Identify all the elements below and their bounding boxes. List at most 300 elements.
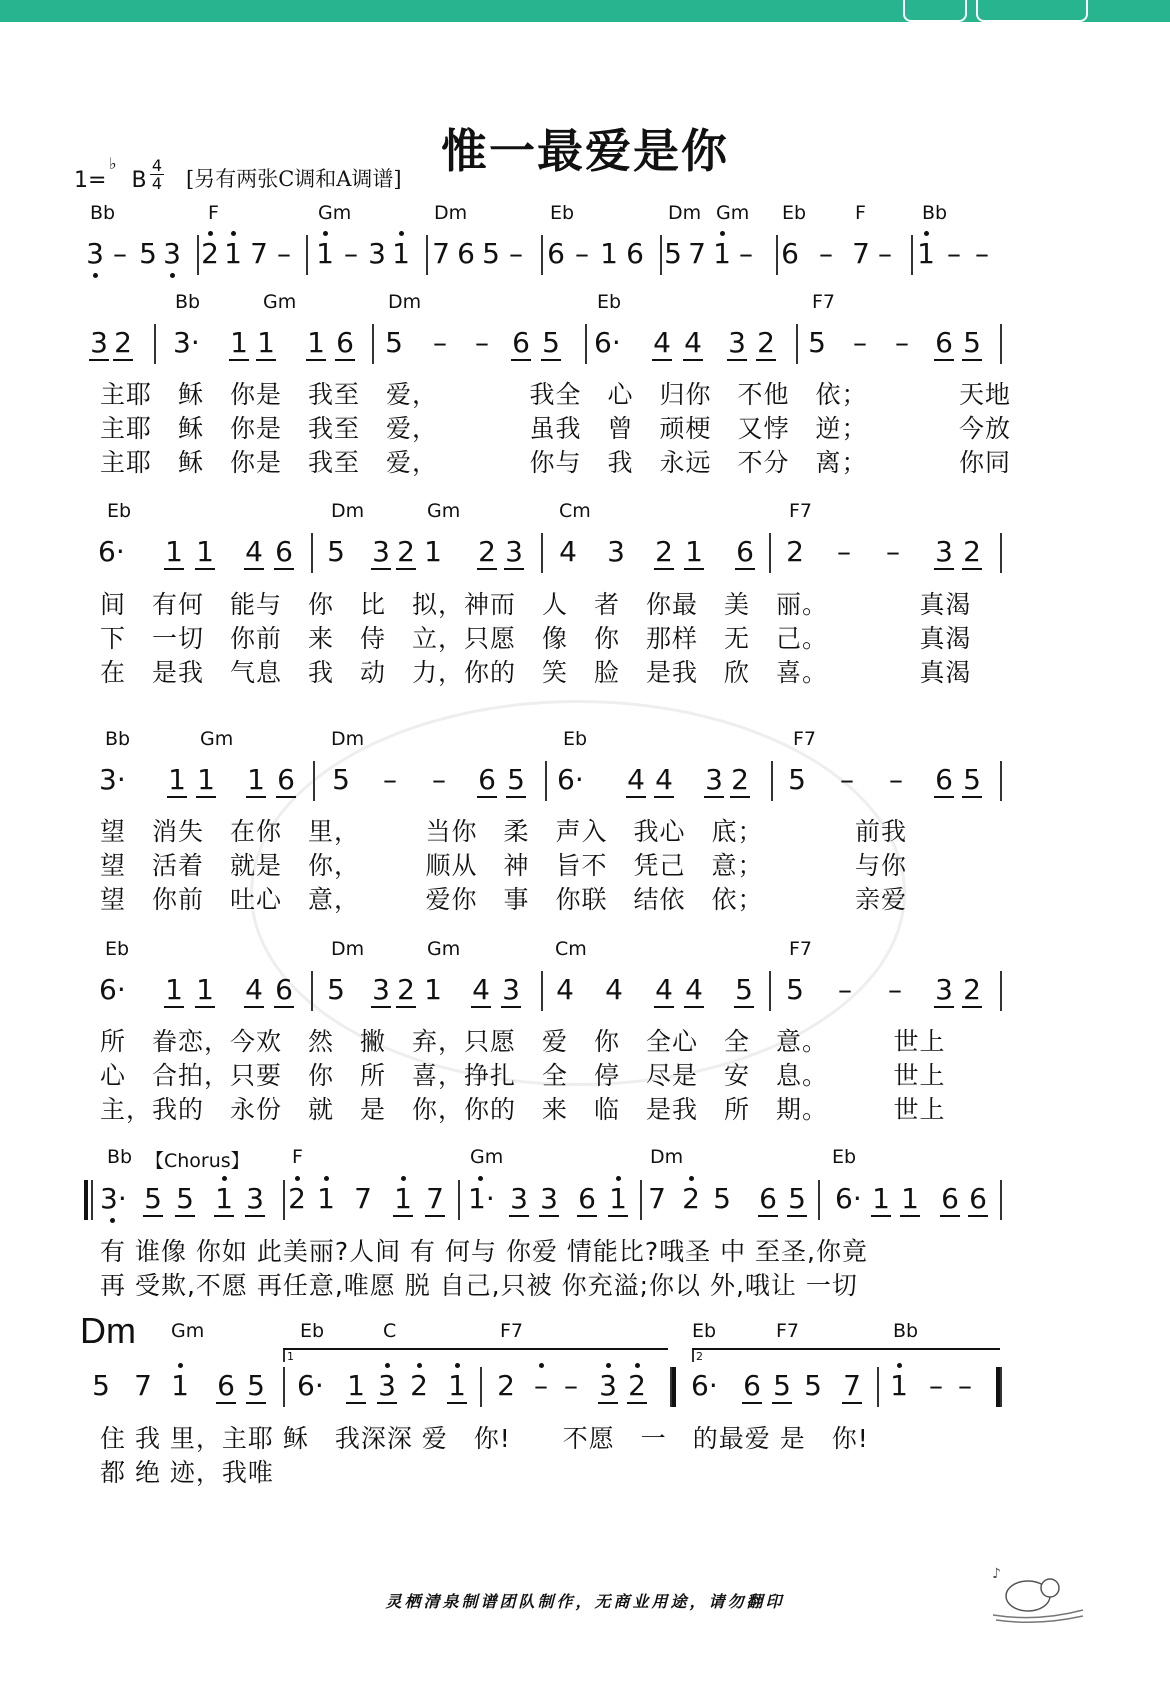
chord-label: F7 (812, 291, 836, 313)
octave-dot (720, 231, 725, 236)
note: 2 (655, 535, 673, 568)
note: 1 (165, 535, 183, 568)
note: 6 (781, 237, 799, 270)
eighth-underline (447, 1402, 467, 1404)
volta-bracket-2 (692, 1348, 1000, 1350)
octave-dot (222, 1176, 227, 1181)
barline (660, 235, 662, 275)
eighth-underline (704, 796, 724, 798)
eighth-underline (539, 1215, 559, 1217)
barline (769, 971, 771, 1011)
eighth-underline (962, 359, 982, 361)
note: 3 (540, 1182, 558, 1215)
eighth-underline (598, 1402, 618, 1404)
octave-dot (324, 1176, 329, 1181)
barline (796, 324, 798, 364)
note: – (886, 535, 900, 568)
note: 3 (163, 237, 181, 270)
chord-label: Dm (668, 202, 702, 224)
note: – (383, 763, 397, 796)
lyric-line: 间 有何 能与 你 比 拟，神而 人 者 你最 美 丽。 真渴 (100, 590, 972, 619)
eighth-underline (627, 1402, 647, 1404)
note: 6 (275, 535, 293, 568)
eighth-underline (871, 1215, 891, 1217)
eighth-underline (246, 796, 266, 798)
barline (769, 533, 771, 573)
octave-dot (93, 273, 98, 278)
note: 4 (653, 326, 671, 359)
chord-label: Gm (200, 728, 234, 750)
note: 4 (245, 973, 263, 1006)
volta-bracket-1 (283, 1348, 668, 1350)
note: 3 (705, 763, 723, 796)
eighth-underline (276, 796, 296, 798)
chord-label: F7 (793, 728, 817, 750)
eighth-underline (393, 1215, 413, 1217)
chord-label: Eb (550, 202, 575, 224)
lyric-line: 在 是我 气息 我 动 力，你的 笑 脸 是我 欣 喜。 真渴 (100, 658, 972, 687)
octave-dot (170, 273, 175, 278)
eighth-underline (577, 1215, 597, 1217)
lyric-line: 主耶 稣 你是 我至 爱， 虽我 曾 顽梗 又悖 逆； 今放 (100, 414, 1012, 443)
note: 5 (507, 763, 525, 796)
barline (818, 1180, 820, 1220)
volta-number: 2 (696, 1350, 703, 1363)
note: 2 (478, 535, 496, 568)
note: 4 (655, 763, 673, 796)
note: – (113, 237, 127, 270)
note: 5 (804, 1369, 822, 1402)
chord-label: Dm (434, 202, 468, 224)
note: 2 (288, 1182, 306, 1215)
chord-label: Eb (782, 202, 807, 224)
note: 2 (201, 237, 219, 270)
note: – (889, 763, 903, 796)
time-top: 4 (151, 156, 163, 175)
note: 6 (743, 1369, 761, 1402)
note: 5 (788, 763, 806, 796)
song-title: 惟一最爱是你 (441, 124, 729, 178)
eighth-underline (962, 568, 982, 570)
note: – (575, 237, 589, 270)
eighth-underline (730, 796, 750, 798)
eighth-underline (727, 359, 747, 361)
barline (283, 1180, 285, 1220)
note: 4 (627, 763, 645, 796)
note: – (838, 973, 852, 1006)
eighth-underline (900, 1215, 920, 1217)
chord-label: Eb (563, 728, 588, 750)
octave-dot (897, 1363, 902, 1368)
eighth-underline (245, 1215, 265, 1217)
chord-label: F7 (500, 1320, 524, 1342)
eighth-underline (654, 796, 674, 798)
eighth-underline (167, 796, 187, 798)
note: 4 (556, 973, 574, 1006)
eighth-underline (195, 568, 215, 570)
note: 1 (872, 1182, 890, 1215)
barline (154, 324, 156, 364)
eighth-underline (346, 1402, 366, 1404)
chord-label: F7 (776, 1320, 800, 1342)
eighth-underline (371, 1006, 391, 1008)
chord-label: F (208, 202, 219, 224)
note: 4 (245, 535, 263, 568)
eighth-underline (256, 359, 276, 361)
eighth-underline (477, 796, 497, 798)
chord-label: Eb (832, 1146, 857, 1168)
eighth-underline (164, 568, 184, 570)
barline (640, 1180, 642, 1220)
note: 3 (935, 535, 953, 568)
note: – (888, 973, 902, 1006)
note: 6 (626, 237, 644, 270)
eighth-underline (506, 796, 526, 798)
repeat-start-thin (91, 1180, 93, 1220)
eighth-underline (196, 796, 216, 798)
flat-sign: ♭ (109, 154, 117, 173)
octave-dot (231, 231, 236, 236)
chord-label: Eb (107, 500, 132, 522)
eighth-underline (758, 1215, 778, 1217)
eighth-underline (214, 1215, 234, 1217)
octave-dot (385, 1363, 390, 1368)
volta-bracket-right (692, 1348, 694, 1362)
repeat-start-barline (84, 1180, 88, 1220)
key-note: [另有两张C调和A调谱] (186, 167, 402, 191)
octave-dot (635, 1363, 640, 1368)
note: 1 (197, 763, 215, 796)
note: 1 (257, 326, 275, 359)
eighth-underline (654, 568, 674, 570)
note: 1 (316, 237, 334, 270)
note: 5 (176, 1182, 194, 1215)
lyric-line: 望 你前 吐心 意， 爱你 事 你联 结依 依； 亲爱 (100, 885, 908, 914)
note: 1 (424, 973, 442, 1006)
note: 6 (277, 763, 295, 796)
eighth-underline (229, 359, 249, 361)
eighth-underline (654, 1006, 674, 1008)
chord-label: Dm (388, 291, 422, 313)
note: 7 (852, 237, 870, 270)
note: 3 (246, 1182, 264, 1215)
note: – (929, 1369, 943, 1402)
note: 1 (224, 237, 242, 270)
eighth-underline (962, 796, 982, 798)
chord-label: Bb (107, 1146, 133, 1168)
note: 6 (736, 535, 754, 568)
octave-dot (208, 231, 213, 236)
eighth-underline (742, 1402, 762, 1404)
note: 1· (468, 1182, 495, 1215)
eighth-underline (787, 1215, 807, 1217)
note: 1 (247, 763, 265, 796)
note: 5 (963, 326, 981, 359)
lyric-line: 心 合拍，只要 你 所 喜，挣扎 全 停 尽是 安 息。 世上 (100, 1061, 946, 1090)
chord-label: Dm (650, 1146, 684, 1168)
note: 3 (86, 237, 104, 270)
note: 5 (786, 973, 804, 1006)
chord-label: Cm (559, 500, 591, 522)
note: 1 (196, 535, 214, 568)
eighth-underline (934, 796, 954, 798)
note: 4 (655, 973, 673, 1006)
barline (585, 324, 587, 364)
eighth-underline (684, 1006, 704, 1008)
eighth-underline (756, 359, 776, 361)
eighth-underline (934, 568, 954, 570)
sheep-logo-icon (988, 1560, 1088, 1626)
note: 5 (664, 237, 682, 270)
eighth-underline (89, 359, 109, 361)
note: 7 (354, 1182, 372, 1215)
chord-label: Eb (597, 291, 622, 313)
chord-label: F (855, 202, 866, 224)
chord-label: Gm (263, 291, 297, 313)
octave-dot (323, 231, 328, 236)
note: – (432, 763, 446, 796)
note: 1 (901, 1182, 919, 1215)
chord-label: Dm (331, 728, 365, 750)
note: – (277, 237, 291, 270)
note: 3 (372, 973, 390, 1006)
eighth-underline (175, 1215, 195, 1217)
note: 3· (173, 326, 200, 359)
note: – (878, 237, 892, 270)
top-banner (0, 0, 1170, 22)
note: 5 (963, 763, 981, 796)
eighth-underline (477, 568, 497, 570)
barline (1000, 1367, 1002, 1407)
note: 6 (759, 1182, 777, 1215)
eighth-underline (377, 1402, 397, 1404)
barline (771, 761, 773, 801)
note: 2 (497, 1369, 515, 1402)
time-bottom: 4 (151, 174, 163, 193)
eighth-underline (306, 359, 326, 361)
note: 6· (594, 326, 621, 359)
barline (1000, 761, 1002, 801)
note: 5 (139, 237, 157, 270)
note: – (895, 326, 909, 359)
octave-dot (295, 1176, 300, 1181)
note: 1 (394, 1182, 412, 1215)
note: 1 (168, 763, 186, 796)
eighth-underline (683, 359, 703, 361)
key-signature (74, 154, 163, 193)
note: 6· (297, 1369, 324, 1402)
note: 2 (682, 1182, 700, 1215)
volta-number: 1 (287, 1350, 294, 1363)
eighth-underline (842, 1402, 862, 1404)
chord-label: Bb (105, 728, 131, 750)
note: – (837, 535, 851, 568)
barline (458, 1180, 460, 1220)
chord-label: Eb (300, 1320, 325, 1342)
note: 2 (963, 535, 981, 568)
eighth-underline (772, 1402, 792, 1404)
note: 5 (327, 535, 345, 568)
note: 3 (90, 326, 108, 359)
note: 1 (196, 973, 214, 1006)
octave-dot (478, 1176, 483, 1181)
barline (545, 761, 547, 801)
chord-label: F7 (789, 938, 813, 960)
note: 1 (171, 1369, 189, 1402)
note: 1 (317, 1182, 335, 1215)
chord-label: Eb (692, 1320, 717, 1342)
chord-label: Gm (470, 1146, 504, 1168)
note: 6· (99, 973, 126, 1006)
lyric-line: 住 我 里，主耶 稣 我深深 爱 你! 不愿 一 的最爱 是 你! (100, 1424, 869, 1453)
note: 7 (426, 1182, 444, 1215)
barline (306, 235, 308, 275)
octave-dot (616, 1176, 621, 1181)
note: 3 (505, 535, 523, 568)
note: 6· (691, 1369, 718, 1402)
eighth-underline (962, 1006, 982, 1008)
note: 1 (890, 1369, 908, 1402)
eighth-underline (164, 1006, 184, 1008)
chord-label: Gm (171, 1320, 205, 1342)
eighth-underline (501, 1006, 521, 1008)
key-prefix: 1= (74, 168, 107, 193)
note: 3 (368, 237, 386, 270)
chord-label: Gm (427, 500, 461, 522)
chord-label: C (383, 1320, 397, 1342)
barline (372, 324, 374, 364)
barline (541, 235, 543, 275)
octave-dot (689, 1176, 694, 1181)
note: 6 (478, 763, 496, 796)
barline (1000, 971, 1002, 1011)
note: 6 (457, 237, 475, 270)
note: 7 (843, 1369, 861, 1402)
eighth-underline (471, 1006, 491, 1008)
eighth-underline (244, 568, 264, 570)
octave-dot (455, 1363, 460, 1368)
barline (311, 533, 313, 573)
eighth-underline (246, 1402, 266, 1404)
note: 4 (605, 973, 623, 1006)
note: – (509, 237, 523, 270)
note: 5 (542, 326, 560, 359)
note: 7 (688, 237, 706, 270)
barline (776, 235, 778, 275)
chord-label: Gm (716, 202, 750, 224)
lyric-line: 下 一切 你前 来 侍 立，只愿 像 你 那样 无 己。 真渴 (100, 624, 972, 653)
note: 6 (275, 973, 293, 1006)
note: – (739, 237, 753, 270)
footer-credit: 灵栖清泉制谱团队制作，无商业用途，请勿翻印 (385, 1592, 785, 1611)
note: 5 (808, 326, 826, 359)
note: 5 (735, 973, 753, 1006)
note: 1 (215, 1182, 233, 1215)
eighth-underline (143, 1215, 163, 1217)
chord-label: F7 (789, 500, 813, 522)
octave-dot (399, 231, 404, 236)
note: 1 (165, 973, 183, 1006)
eighth-underline (396, 568, 416, 570)
note: 3 (728, 326, 746, 359)
note: – (534, 1369, 548, 1402)
chord-label: Gm (427, 938, 461, 960)
note: 1 (347, 1369, 365, 1402)
note: 2 (628, 1369, 646, 1402)
note: 7 (648, 1182, 666, 1215)
note: 3 (502, 973, 520, 1006)
note: 3 (607, 535, 625, 568)
note: 6 (578, 1182, 596, 1215)
barline (541, 533, 543, 573)
chord-label: 【Chorus】 (145, 1150, 250, 1172)
lyric-line: 主耶 稣 你是 我至 爱， 我全 心 归你 不他 依； 天地 (100, 380, 1012, 409)
eighth-underline (274, 1006, 294, 1008)
note: 2 (731, 763, 749, 796)
note: 6 (935, 763, 953, 796)
chord-label: Gm (318, 202, 352, 224)
note: 2 (963, 973, 981, 1006)
lyric-line: 望 活着 就是 你， 顺从 神 旨不 凭己 意； 与你 (100, 851, 908, 880)
note: – (564, 1369, 578, 1402)
octave-dot (110, 1218, 115, 1223)
chord-label: Dm (80, 1310, 136, 1351)
note: 5 (773, 1369, 791, 1402)
volta-bracket-left (283, 1348, 285, 1362)
note: 1 (230, 326, 248, 359)
note: 5 (385, 326, 403, 359)
note: 2 (397, 973, 415, 1006)
note: 5 (144, 1182, 162, 1215)
svg-text:♪: ♪ (992, 1566, 1001, 1582)
note: 1 (600, 237, 618, 270)
eighth-underline (734, 1006, 754, 1008)
note: – (958, 1369, 972, 1402)
note: 6 (217, 1369, 235, 1402)
note: – (433, 326, 447, 359)
note: 1 (609, 1182, 627, 1215)
note: 3 (510, 1182, 528, 1215)
note: 6 (336, 326, 354, 359)
barline (426, 235, 428, 275)
note: 4 (472, 973, 490, 1006)
note: 5 (332, 763, 350, 796)
note: – (975, 237, 989, 270)
note: 7 (134, 1369, 152, 1402)
note: 4 (684, 326, 702, 359)
key-letter: B (131, 168, 147, 193)
chord-label: Bb (90, 202, 116, 224)
note: 6 (547, 237, 565, 270)
eighth-underline (968, 1215, 988, 1217)
octave-dot (924, 231, 929, 236)
barline (911, 235, 913, 275)
final-barline (996, 1367, 1000, 1407)
barline (311, 971, 313, 1011)
note: 7 (250, 237, 268, 270)
octave-dot (539, 1363, 544, 1368)
octave-dot (606, 1363, 611, 1368)
note: 4 (559, 535, 577, 568)
time-signature (147, 157, 167, 192)
eighth-underline (652, 359, 672, 361)
barline (1000, 533, 1002, 573)
note: 3 (599, 1369, 617, 1402)
note: 1 (424, 535, 442, 568)
note: – (475, 326, 489, 359)
note: 1 (713, 237, 731, 270)
chord-label: Bb (175, 291, 201, 313)
